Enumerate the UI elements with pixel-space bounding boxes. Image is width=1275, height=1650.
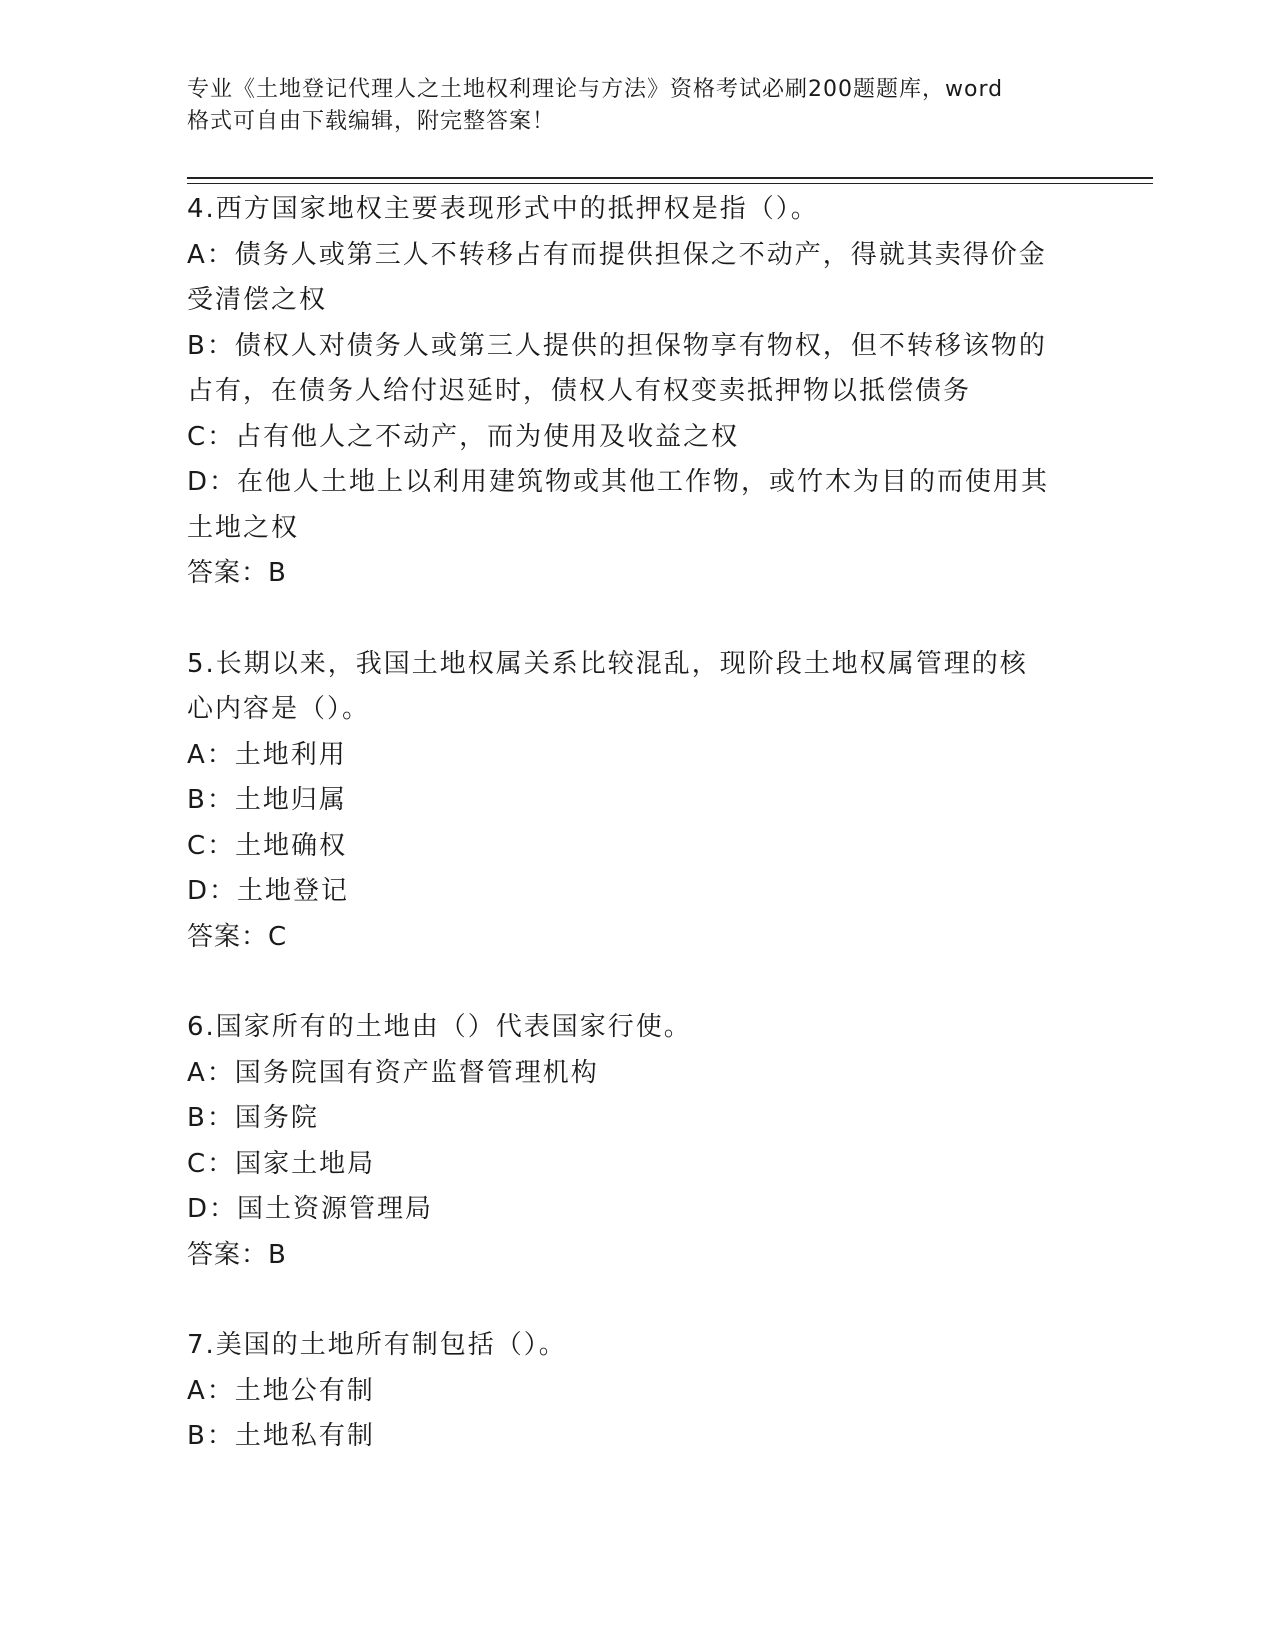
option-d-continued: 土地之权 — [187, 512, 300, 543]
question-block — [187, 642, 1067, 961]
option-a: A：债务人或第三人不转移占有而提供担保之不动产，得就其卖得价金 — [187, 239, 1047, 270]
question-block — [187, 1005, 1067, 1278]
option-a: A：国务院国有资产监督管理机构 — [187, 1057, 599, 1088]
option-b: B：债权人对债务人或第三人提供的担保物享有物权，但不转移该物的 — [187, 330, 1047, 361]
option-d: D：在他人土地上以利用建筑物或其他工作物，或竹木为目的而使用其 — [187, 467, 1050, 497]
option-b-continued: 占有，在债务人给付迟延时，债权人有权变卖抵押物以抵偿债务 — [187, 376, 972, 406]
option-a: A：土地公有制 — [187, 1375, 375, 1406]
option-b: B：土地私有制 — [187, 1421, 375, 1451]
question-stem: 7.美国的土地所有制包括（）。 — [187, 1330, 567, 1360]
option-a-continued: 受清偿之权 — [187, 285, 328, 315]
option-d: D：土地登记 — [187, 876, 350, 906]
question-stem: 4.西方国家地权主要表现形式中的抵押权是指（）。 — [187, 194, 819, 224]
question-stem-continued: 心内容是（）。 — [187, 694, 371, 724]
option-a: A：土地利用 — [187, 739, 347, 770]
option-c: C：国家土地局 — [187, 1148, 376, 1179]
question-gap — [187, 1278, 1067, 1323]
option-c: C：占有他人之不动产，而为使用及收益之权 — [187, 421, 740, 452]
question-block — [187, 187, 1067, 597]
header-line-2: 格式可自由下载编辑，附完整答案！ — [187, 109, 556, 134]
option-c: C：土地确权 — [187, 830, 348, 861]
header-line-1: 专业《土地登记代理人之土地权利理论与方法》资格考试必刷200题题库，word — [187, 77, 1004, 102]
answer-line: 答案：B — [187, 558, 287, 588]
header-divider-thin — [187, 183, 1153, 184]
question-stem: 5.长期以来，我国土地权属关系比较混乱，现阶段土地权属管理的核 — [187, 648, 1028, 679]
option-b: B：国务院 — [187, 1103, 319, 1133]
question-stem: 6.国家所有的土地由（）代表国家行使。 — [187, 1012, 692, 1042]
question-block — [187, 1323, 1067, 1460]
document-header — [187, 74, 1067, 138]
question-list — [187, 187, 1067, 1460]
answer-line: 答案：B — [187, 1239, 287, 1270]
option-d: D：国土资源管理局 — [187, 1194, 434, 1224]
header-divider — [187, 177, 1153, 179]
question-gap — [187, 597, 1067, 642]
question-gap — [187, 960, 1067, 1005]
option-b: B：土地归属 — [187, 785, 347, 815]
answer-line: 答案：C — [187, 921, 288, 952]
